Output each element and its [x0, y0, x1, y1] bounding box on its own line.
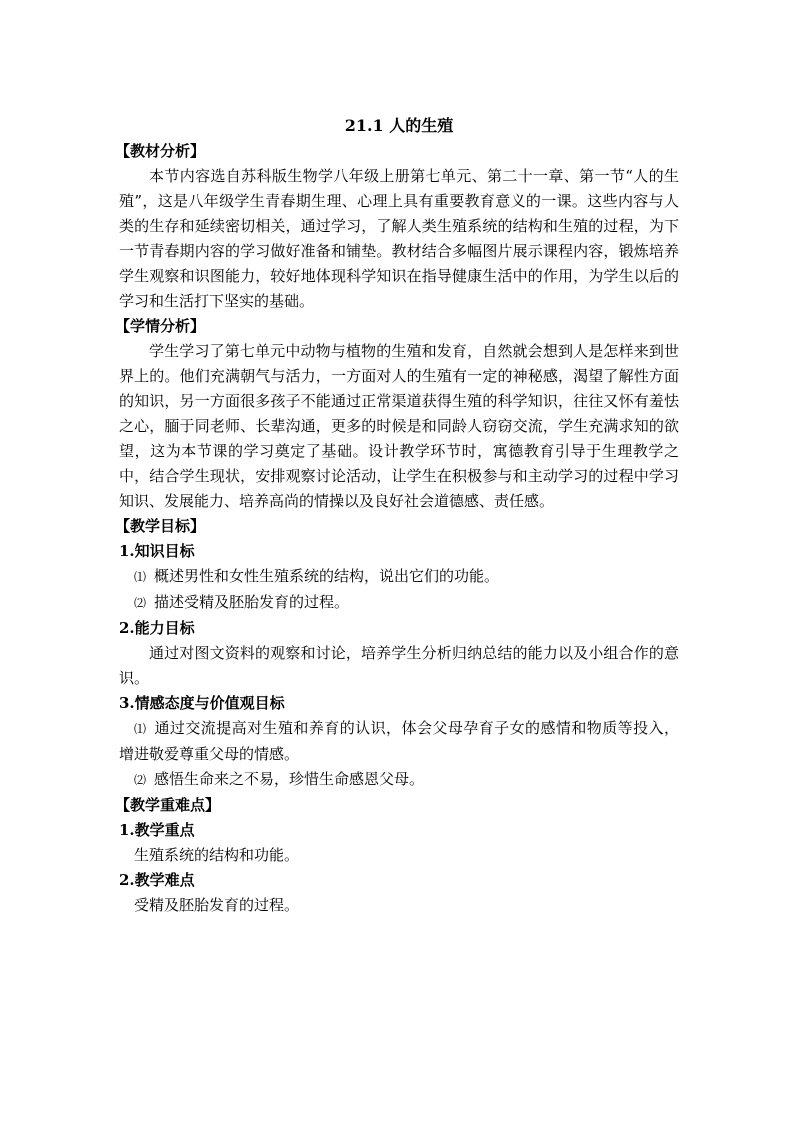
textbook-analysis-heading: 【教材分析】	[115, 142, 206, 160]
item-number: ⑵	[134, 773, 147, 787]
item-number: ⑴	[134, 570, 147, 584]
textbook-analysis-body: 本节内容选自苏科版生物学八年级上册第七单元、第二十一章、第一节“人的生殖”，这是八年级学生青春期生理、心理上具有重要教育意义的一课。这些内容与人类的生存和延续密切相关，通过学习，了解人类生殖系统的结构和生殖的过程，为下一节青春期内容的学习做好准备和铺垫。教材结合多幅图片展示课程内容，锻炼培养学生观察和识图能力，较好地体现科学知识在指导健康生活中的作用，为学生以后的学习和生活打下坚实的基础。	[119, 167, 679, 310]
item-text: 概述男性和女性生殖系统的结构，说出它们的功能。	[154, 567, 500, 585]
item-text: 描述受精及胚胎发育的过程。	[154, 593, 350, 611]
item-number: ⑵	[134, 596, 147, 610]
page-title: 21.1 人的生殖	[344, 116, 454, 135]
ability-goals-heading: 2.能力目标	[119, 619, 195, 637]
teaching-goals-heading: 【教学目标】	[115, 517, 206, 535]
teaching-focus-body: 生殖系统的结构和功能。	[134, 846, 300, 864]
teaching-focus-heading: 1.教学重点	[119, 821, 195, 839]
key-points-heading: 【教学重难点】	[115, 796, 221, 814]
item-number: ⑴	[134, 722, 147, 736]
emotion-goal-item	[119, 767, 679, 793]
ability-goals-body: 通过对图文资料的观察和讨论，培养学生分析归纳总结的能力以及小组合作的意识。	[119, 644, 679, 687]
item-text: 通过交流提高对生殖和养育的认识，体会父母孕育子女的感情和物质等投入，增进敬爱尊重父母的情感。	[119, 719, 679, 763]
learner-analysis-body: 学生学习了第七单元中动物与植物的生殖和发育，自然就会想到人是怎样来到世界上的。他们充满朝气与活力，一方面对人的生殖有一定的神秘感，渴望了解性方面的知识，另一方面很多孩子不能通过正常渠道获得生殖的科学知识，往往又怀有羞怯之心，腼于同老师、长辈沟通，更多的时候是和同龄人窃窃交流，学生充满求知的欲望，这为本节课的学习奠定了基础。设计教学环节时，寓德教育引导于生理教学之中，结合学生现状，安排观察讨论活动，让学生在积极参与和主动学习的过程中学习知识、发展能力、培养高尚的情操以及良好社会道德感、责任感。	[119, 342, 679, 510]
item-text: 感悟生命来之不易，珍惜生命感恩父母。	[154, 770, 425, 788]
emotion-goal-item	[119, 716, 679, 767]
teaching-difficulty-heading: 2.教学难点	[119, 871, 195, 889]
knowledge-goals-heading: 1.知识目标	[119, 542, 195, 560]
teaching-difficulty-body: 受精及胚胎发育的过程。	[134, 896, 300, 914]
emotion-goals-heading: 3.情感态度与价值观目标	[119, 694, 285, 712]
knowledge-goal-item	[119, 564, 679, 590]
document-page	[115, 112, 679, 918]
learner-analysis-heading: 【学情分析】	[115, 317, 206, 335]
knowledge-goal-item	[119, 590, 679, 616]
